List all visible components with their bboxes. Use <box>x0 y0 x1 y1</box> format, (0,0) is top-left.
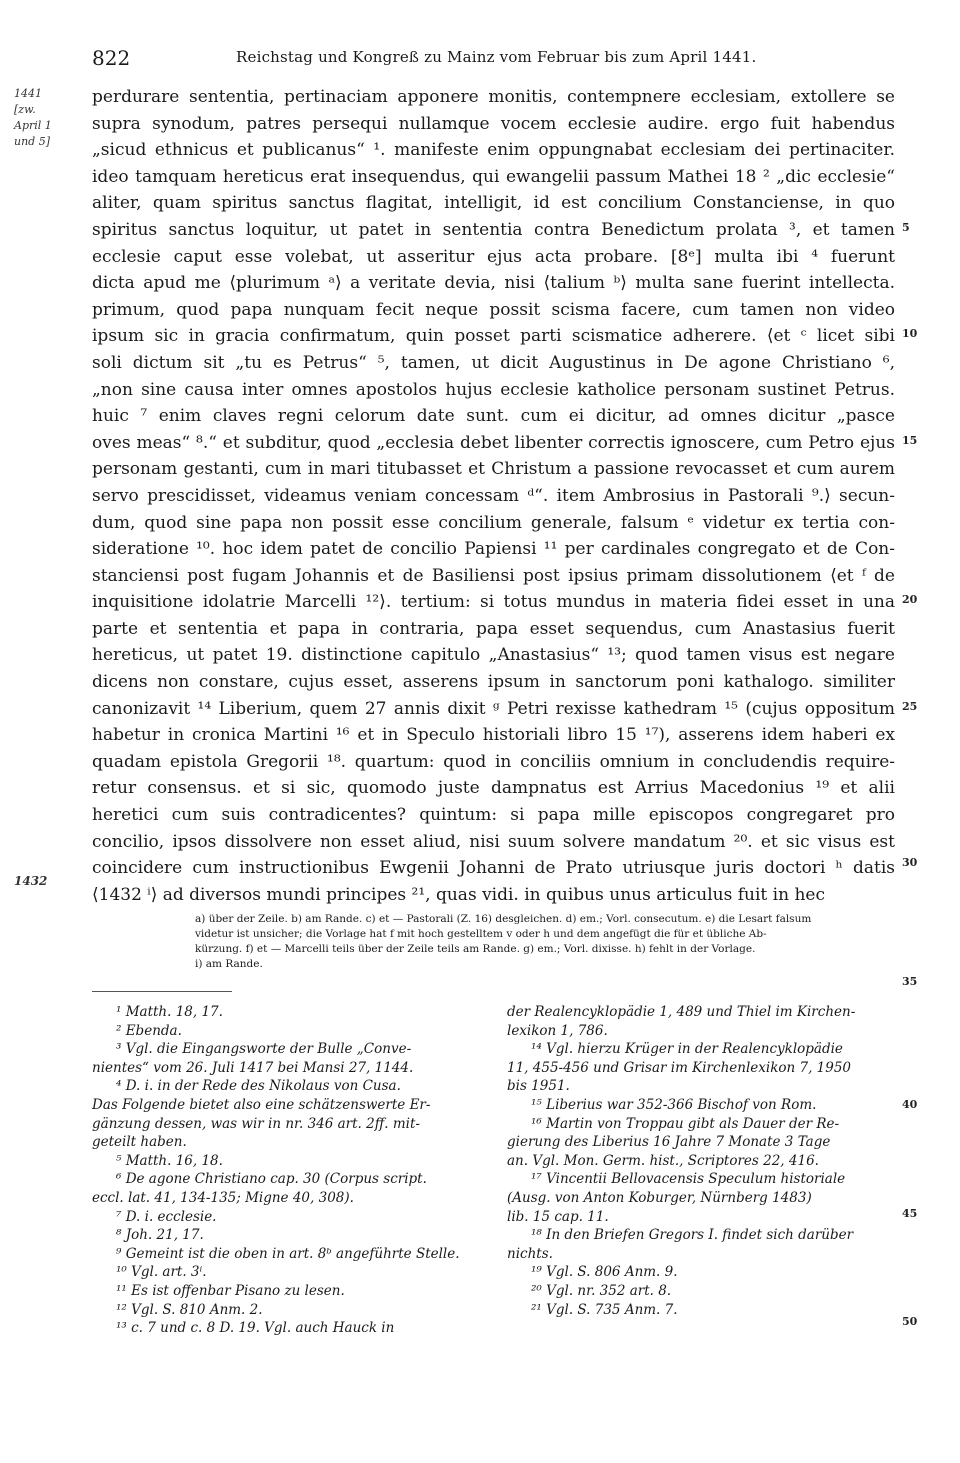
footnote-line: ¹¹ Es ist offenbar Pisano zu lesen. <box>116 1282 345 1299</box>
footnote-line: ²⁰ Vgl. nr. 352 art. 8. <box>531 1282 672 1299</box>
footnote-line: gänzung dessen, was wir in nr. 346 art. 2ff. mit- <box>92 1115 420 1132</box>
text-line: dicens non constare, cujus esset, asserens ipsum in sanctorum poni kathalogo. similiter <box>92 672 895 693</box>
footnote-line: ¹⁶ Martin von Troppau gibt als Dauer der Re- <box>531 1115 840 1132</box>
text-line: ipsum sic in gracia confirmatum, quin posset parti scismatice adherere. ⟨et ᶜ licet sibi <box>92 326 895 347</box>
footnote-line: ³ Vgl. die Eingangsworte der Bulle „Conve- <box>116 1041 412 1058</box>
text-line: inquisitione idolatrie Marcelli ¹²⟩. tertium: si totus mundus in materia fidei esset in una <box>92 592 895 613</box>
text-line: coincidere cum instructionibus Ewgenii Johanni de Prato utriusque juris doctori ʰ datis <box>92 858 895 879</box>
text-line: parte et sententia et papa in contraria, papa esset sequendus, cum Anastasius fuerit <box>92 618 895 639</box>
line-number: 25 <box>902 700 918 713</box>
line-number: 20 <box>902 593 918 606</box>
line-number: 40 <box>902 1098 918 1111</box>
footnote-line: ⁹ Gemeint ist die oben in art. 8ᵇ angeführte Stelle. <box>116 1245 460 1262</box>
apparatus-line: a) über der Zeile. b) am Rande. c) et — Pastorali (Z. 16) desgleichen. d) em.; Vorl. consecutum. e) die Lesart falsum <box>195 913 812 925</box>
margin-note-line: 1441 <box>14 87 42 100</box>
footnote-rule <box>92 991 232 992</box>
footnote-line: lexikon 1, 786. <box>507 1022 608 1039</box>
footnote-line: ²¹ Vgl. S. 735 Anm. 7. <box>531 1301 678 1318</box>
text-line: oves meas“ ⁸.“ et subditur, quod „ecclesia debet libenter correctis ignoscere, cum Petro ejus <box>92 432 895 453</box>
text-line: canonizavit ¹⁴ Liberium, quem 27 annis dixit ᵍ Petri rexisse kathedram ¹⁵ (cujus oppositum <box>92 698 895 719</box>
footnote-line: bis 1951. <box>507 1078 570 1095</box>
footnote-line: der Realencyklopädie 1, 489 und Thiel im Kirchen- <box>507 1004 856 1020</box>
line-number: 50 <box>902 1315 918 1328</box>
footnote-line: gierung des Liberius 16 Jahre 7 Monate 3 Tage <box>507 1134 831 1151</box>
footnote-line: ⁶ De agone Christiano cap. 30 (Corpus script. <box>116 1171 427 1188</box>
critical-apparatus <box>195 912 895 972</box>
apparatus-line: videtur ist unsicher; die Vorlage hat f mit hoch gestelltem v oder h und dem angefügt die für et übliche Ab- <box>195 928 767 940</box>
footnotes-right-column <box>507 1003 897 1319</box>
footnote-line: Das Folgende bietet also eine schätzenswerte Er- <box>92 1096 431 1113</box>
main-text-block <box>92 84 895 908</box>
footnote-line: geteilt haben. <box>92 1134 187 1151</box>
text-line: heretici cum suis contradicentes? quintum: si papa mille episcopos congregaret pro <box>92 805 895 826</box>
line-number: 15 <box>902 434 918 447</box>
text-line: stanciensi post fugam Johannis et de Basiliensi post ipsius primam dissolutionem ⟨et ᶠ de <box>92 565 895 586</box>
footnote-line: ¹⁹ Vgl. S. 806 Anm. 9. <box>531 1264 678 1281</box>
running-title: Reichstag und Kongreß zu Mainz vom Februar bis zum April 1441. <box>236 48 757 66</box>
footnote-line: ⁷ D. i. ecclesie. <box>116 1208 217 1225</box>
text-line: spiritus sanctus loquitur, ut patet in sententia contra Benedictum prolata ³, et tamen <box>92 219 895 240</box>
text-line: soli dictum sit „tu es Petrus“ ⁵, tamen, ut dicit Augustinus in De agone Christiano ⁶, <box>92 352 895 373</box>
text-line: servo prescidisset, videamus veniam concessam ᵈ“. item Ambrosius in Pastorali ⁹.⟩ secun- <box>92 485 895 506</box>
footnote-line: ¹³ c. 7 und c. 8 D. 19. Vgl. auch Hauck in <box>116 1320 395 1337</box>
text-line: huic ⁷ enim claves regni celorum date sunt. cum ei dicitur, ad omnes dicitur „pasce <box>92 406 895 427</box>
footnote-line: ¹⁵ Liberius war 352-366 Bischof von Rom. <box>531 1096 817 1113</box>
text-line: ideo tamquam hereticus erat insequendus, qui ewangelii passum Mathei 18 ² „dic ecclesie“ <box>92 166 895 187</box>
line-number: 5 <box>902 221 910 234</box>
footnote-line: ¹ Matth. 18, 17. <box>116 1004 223 1020</box>
text-line: „sicud ethnicus et publicanus“ ¹. manifeste enim oppungnabat ecclesiam dei pertinaciter. <box>92 140 895 161</box>
margin-date-note <box>14 86 52 150</box>
text-line: hereticus, ut patet 19. distinctione capitulo „Anastasius“ ¹³; quod tamen visus est negare <box>92 645 895 666</box>
page-header <box>0 46 960 76</box>
text-line: dicta apud me ⟨plurimum ᵃ⟩ a veritate devia, nisi ⟨talium ᵇ⟩ multa sane fuerint intellecta. <box>92 273 895 294</box>
text-line: sideratione ¹⁰. hoc idem patet de concilio Papiensi ¹¹ per cardinales congregato et de Con- <box>92 539 895 560</box>
text-line: concilio, ipsos dissolvere non esset aliud, nisi suum solvere mandatum ²⁰. et sic visus est <box>92 831 895 852</box>
text-line: primum, quod papa nunquam fecit neque possit scisma facere, cum tamen non video <box>92 299 895 320</box>
line-number: 30 <box>902 856 918 869</box>
text-line: „non sine causa inter omnes apostolos hujus ecclesie katholice personam sustinet Petrus. <box>92 379 895 400</box>
footnote-line: ⁵ Matth. 16, 18. <box>116 1152 223 1169</box>
text-line: dum, quod sine papa non possit esse concilium generale, falsum ᵉ videtur ex tertia con- <box>92 512 895 533</box>
text-line: quadam epistola Gregorii ¹⁸. quartum: quod in conciliis omnium in concludendis require- <box>92 751 895 772</box>
footnote-line: an. Vgl. Mon. Germ. hist., Scriptores 22, 416. <box>507 1152 819 1169</box>
text-line: habetur in cronica Martini ¹⁶ et in Speculo historiali libro 15 ¹⁷), asserens idem haberi ex <box>92 725 895 746</box>
margin-note-line: April 1 <box>14 119 52 132</box>
footnote-line: ¹² Vgl. S. 810 Anm. 2. <box>116 1301 263 1318</box>
footnote-line: nientes“ vom 26. Juli 1417 bei Mansi 27, 1144. <box>92 1059 414 1076</box>
text-line: personam gestanti, cum in mari titubasset et Christum a passione revocasset et cum aurem <box>92 459 895 480</box>
footnote-line: ¹⁷ Vincentii Bellovacensis Speculum historiale <box>531 1171 846 1188</box>
footnotes-left-column <box>92 1003 487 1338</box>
line-number: 45 <box>902 1207 918 1220</box>
line-number: 35 <box>902 975 918 988</box>
apparatus-line: kürzung. f) et — Marcelli teils über der Zeile teils am Rande. g) em.; Vorl. dixisse. h) fehlt in der Vorlage. <box>195 943 756 955</box>
page-number: 822 <box>92 46 131 70</box>
text-line: retur consensus. et si sic, quomodo juste dampnatus est Arrius Macedonius ¹⁹ et alii <box>92 778 895 799</box>
footnote-line: ¹⁰ Vgl. art. 3ⁱ. <box>116 1264 207 1281</box>
margin-note-line: [zw. <box>14 103 36 116</box>
text-line: ecclesie caput esse volebat, ut asseritur ejus acta probare. [8ᵉ] multa ibi ⁴ fuerunt <box>92 246 895 267</box>
text-line: perdurare sententia, pertinaciam apponere monitis, contempnere ecclesiam, extollere se <box>92 87 895 107</box>
text-line: aliter, quam spiritus sanctus flagitat, intelligit, id est concilium Constanciense, in quo <box>92 193 895 214</box>
footnote-line: lib. 15 cap. 11. <box>507 1208 609 1225</box>
apparatus-line: i) am Rande. <box>195 958 263 970</box>
footnote-line: ¹⁸ In den Briefen Gregors I. findet sich darüber <box>531 1227 854 1244</box>
text-line: ⟨1432 ⁱ⟩ ad diversos mundi principes ²¹, quas vidi. in quibus unus articulus fuit in hec <box>92 884 825 905</box>
footnote-line: ⁸ Joh. 21, 17. <box>116 1227 204 1244</box>
line-number: 10 <box>902 327 918 340</box>
footnote-line: (Ausg. von Anton Koburger, Nürnberg 1483) <box>507 1189 812 1206</box>
text-line: supra synodum, patres persequi nullamque vocem ecclesie audire. ergo fuit habendus <box>92 113 895 134</box>
footnote-line: ¹⁴ Vgl. hierzu Krüger in der Realencyklopädie <box>531 1041 843 1058</box>
margin-year-1432: 1432 <box>14 874 48 888</box>
footnote-line: eccl. lat. 41, 134-135; Migne 40, 308). <box>92 1189 354 1206</box>
margin-note-line: und 5] <box>14 135 50 148</box>
footnote-line: 11, 455-456 und Grisar im Kirchenlexikon 7, 1950 <box>507 1059 852 1076</box>
footnote-line: ⁴ D. i. in der Rede des Nikolaus von Cusa. <box>116 1078 401 1095</box>
footnote-line: ² Ebenda. <box>116 1022 182 1039</box>
footnote-line: nichts. <box>507 1245 553 1262</box>
